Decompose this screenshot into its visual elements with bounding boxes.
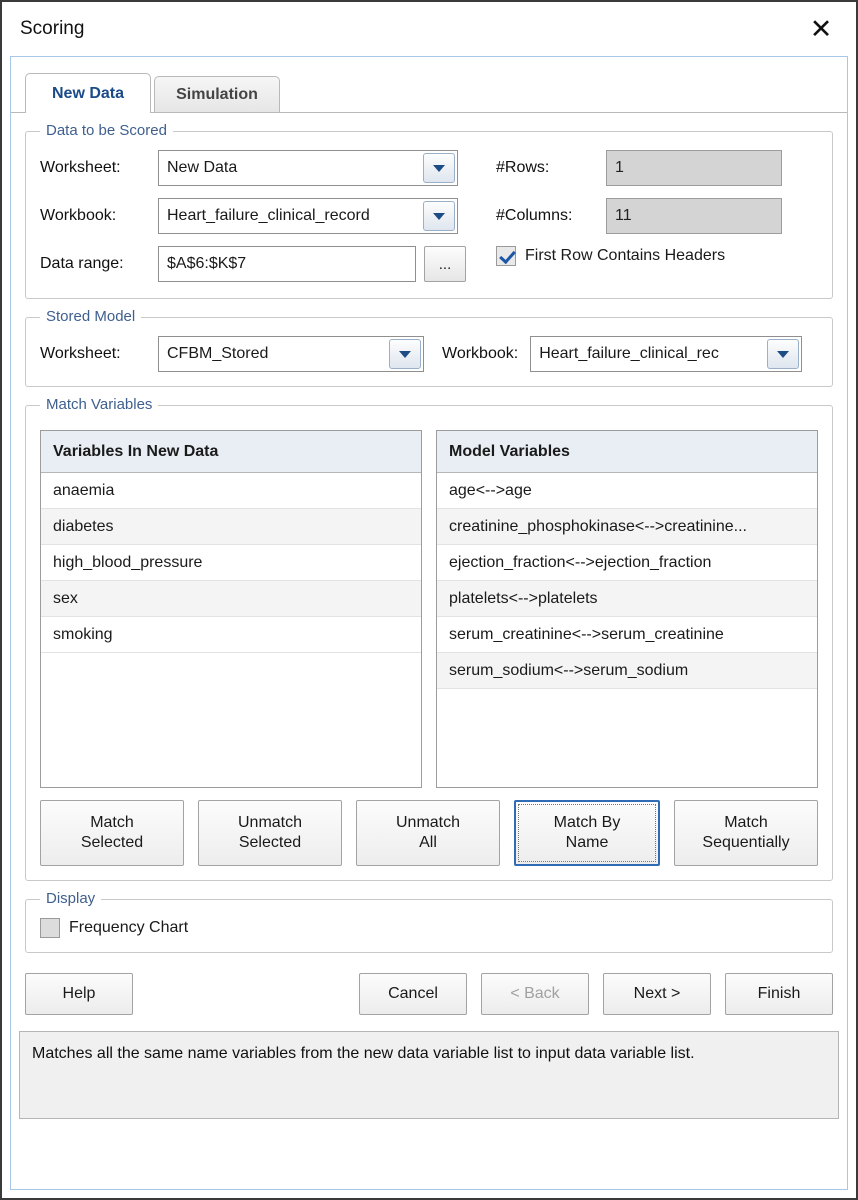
dialog-body <box>10 56 848 1190</box>
tab-new-data[interactable]: New Data <box>25 73 151 113</box>
columns-label: #Columns: <box>496 207 573 224</box>
list-item[interactable]: anaemia <box>41 473 421 509</box>
variable-lists <box>40 430 818 788</box>
frequency-chart-label: Frequency Chart <box>69 919 189 936</box>
stored-model-workbook-combo[interactable] <box>530 336 802 372</box>
group-display <box>25 890 833 953</box>
stored-model-worksheet-value: CFBM_Stored <box>167 345 269 362</box>
group-match-variables <box>25 396 833 881</box>
data-range-browse-button[interactable]: ... <box>424 246 466 282</box>
frequency-chart-checkbox[interactable] <box>40 918 818 938</box>
match-sequentially-label-line1: Match <box>724 814 768 831</box>
row-first-row-headers <box>496 246 818 266</box>
footer-buttons <box>25 973 833 1015</box>
list-item[interactable]: diabetes <box>41 509 421 545</box>
group-legend-display: Display <box>40 890 101 907</box>
worksheet-combo-value: New Data <box>167 159 238 176</box>
close-icon[interactable]: ✕ <box>809 13 833 45</box>
list-item[interactable]: age<-->age <box>437 473 817 509</box>
list-item[interactable]: platelets<-->platelets <box>437 581 817 617</box>
checkbox-icon <box>40 918 60 938</box>
row-columns <box>496 198 818 234</box>
list-item[interactable]: smoking <box>41 617 421 653</box>
group-legend-data-to-be-scored: Data to be Scored <box>40 122 173 139</box>
unmatch-selected-label-line2: Selected <box>238 834 302 851</box>
checkbox-check-icon <box>496 246 516 266</box>
unmatch-selected-label-line1: Unmatch <box>237 814 303 831</box>
finish-button[interactable]: Finish <box>725 973 833 1015</box>
list-item[interactable]: serum_creatinine<-->serum_creatinine <box>437 617 817 653</box>
cancel-button[interactable]: Cancel <box>359 973 467 1015</box>
columns-value: 11 <box>606 198 782 234</box>
group-data-to-be-scored <box>25 122 833 299</box>
model-variables-header: Model Variables <box>437 431 817 473</box>
group-legend-stored-model: Stored Model <box>40 308 141 325</box>
data-range-input[interactable] <box>158 246 416 282</box>
stored-model-workbook-label: Workbook: <box>442 345 519 362</box>
match-by-name-label-line2: Name <box>565 834 609 851</box>
match-selected-label-line1: Match <box>90 814 134 831</box>
row-data-range <box>40 246 470 282</box>
row-stored-model <box>40 336 818 372</box>
worksheet-combo[interactable] <box>158 150 458 186</box>
stored-model-worksheet-combo[interactable] <box>158 336 424 372</box>
row-rows <box>496 150 818 186</box>
data-scored-grid <box>40 150 818 284</box>
workbook-label: Workbook: <box>40 207 117 224</box>
row-worksheet <box>40 150 470 186</box>
workbook-combo-value: Heart_failure_clinical_record <box>167 207 370 224</box>
page-title: Scoring <box>20 18 85 39</box>
list-item[interactable]: high_blood_pressure <box>41 545 421 581</box>
tab-bar <box>11 71 847 113</box>
new-data-variables-list[interactable] <box>40 430 422 788</box>
match-selected-label-line2: Selected <box>80 834 144 851</box>
unmatch-all-label-line2: All <box>419 834 437 851</box>
stored-model-workbook-value: Heart_failure_clinical_rec <box>539 345 719 362</box>
list-item[interactable]: creatinine_phosphokinase<-->creatinine... <box>437 509 817 545</box>
data-scored-right-column <box>470 150 818 284</box>
first-row-headers-checkbox[interactable] <box>496 246 725 266</box>
match-buttons <box>40 800 818 866</box>
next-button[interactable]: Next > <box>603 973 711 1015</box>
match-by-name-label-line1: Match By <box>553 814 621 831</box>
group-stored-model <box>25 308 833 387</box>
back-button[interactable]: < Back <box>481 973 589 1015</box>
data-range-label: Data range: <box>40 255 124 272</box>
chevron-down-icon[interactable] <box>767 339 799 369</box>
status-help-text: Matches all the same name variables from the new data variable list to input data variable list. <box>19 1031 839 1119</box>
workbook-combo[interactable] <box>158 198 458 234</box>
chevron-down-icon[interactable] <box>423 153 455 183</box>
tab-simulation[interactable]: Simulation <box>154 76 280 112</box>
chevron-down-icon[interactable] <box>389 339 421 369</box>
list-item[interactable]: sex <box>41 581 421 617</box>
new-data-variables-header: Variables In New Data <box>41 431 421 473</box>
data-range-value: $A$6:$K$7 <box>167 255 247 272</box>
group-legend-match-variables: Match Variables <box>40 396 158 413</box>
match-sequentially-button[interactable] <box>674 800 818 866</box>
unmatch-all-label-line1: Unmatch <box>395 814 461 831</box>
unmatch-all-button[interactable] <box>356 800 500 866</box>
stored-model-worksheet-label: Worksheet: <box>40 345 121 362</box>
match-sequentially-label-line2: Sequentially <box>702 834 790 851</box>
match-by-name-button[interactable] <box>514 800 660 866</box>
model-variables-list[interactable] <box>436 430 818 788</box>
worksheet-label: Worksheet: <box>40 159 121 176</box>
unmatch-selected-button[interactable] <box>198 800 342 866</box>
list-item[interactable]: serum_sodium<-->serum_sodium <box>437 653 817 689</box>
row-workbook <box>40 198 470 234</box>
data-scored-left-column <box>40 150 470 284</box>
rows-label: #Rows: <box>496 159 550 176</box>
chevron-down-icon[interactable] <box>423 201 455 231</box>
help-button[interactable]: Help <box>25 973 133 1015</box>
rows-value: 1 <box>606 150 782 186</box>
match-selected-button[interactable] <box>40 800 184 866</box>
first-row-headers-label: First Row Contains Headers <box>525 247 726 264</box>
list-item[interactable]: ejection_fraction<-->ejection_fraction <box>437 545 817 581</box>
title-bar <box>2 2 856 56</box>
